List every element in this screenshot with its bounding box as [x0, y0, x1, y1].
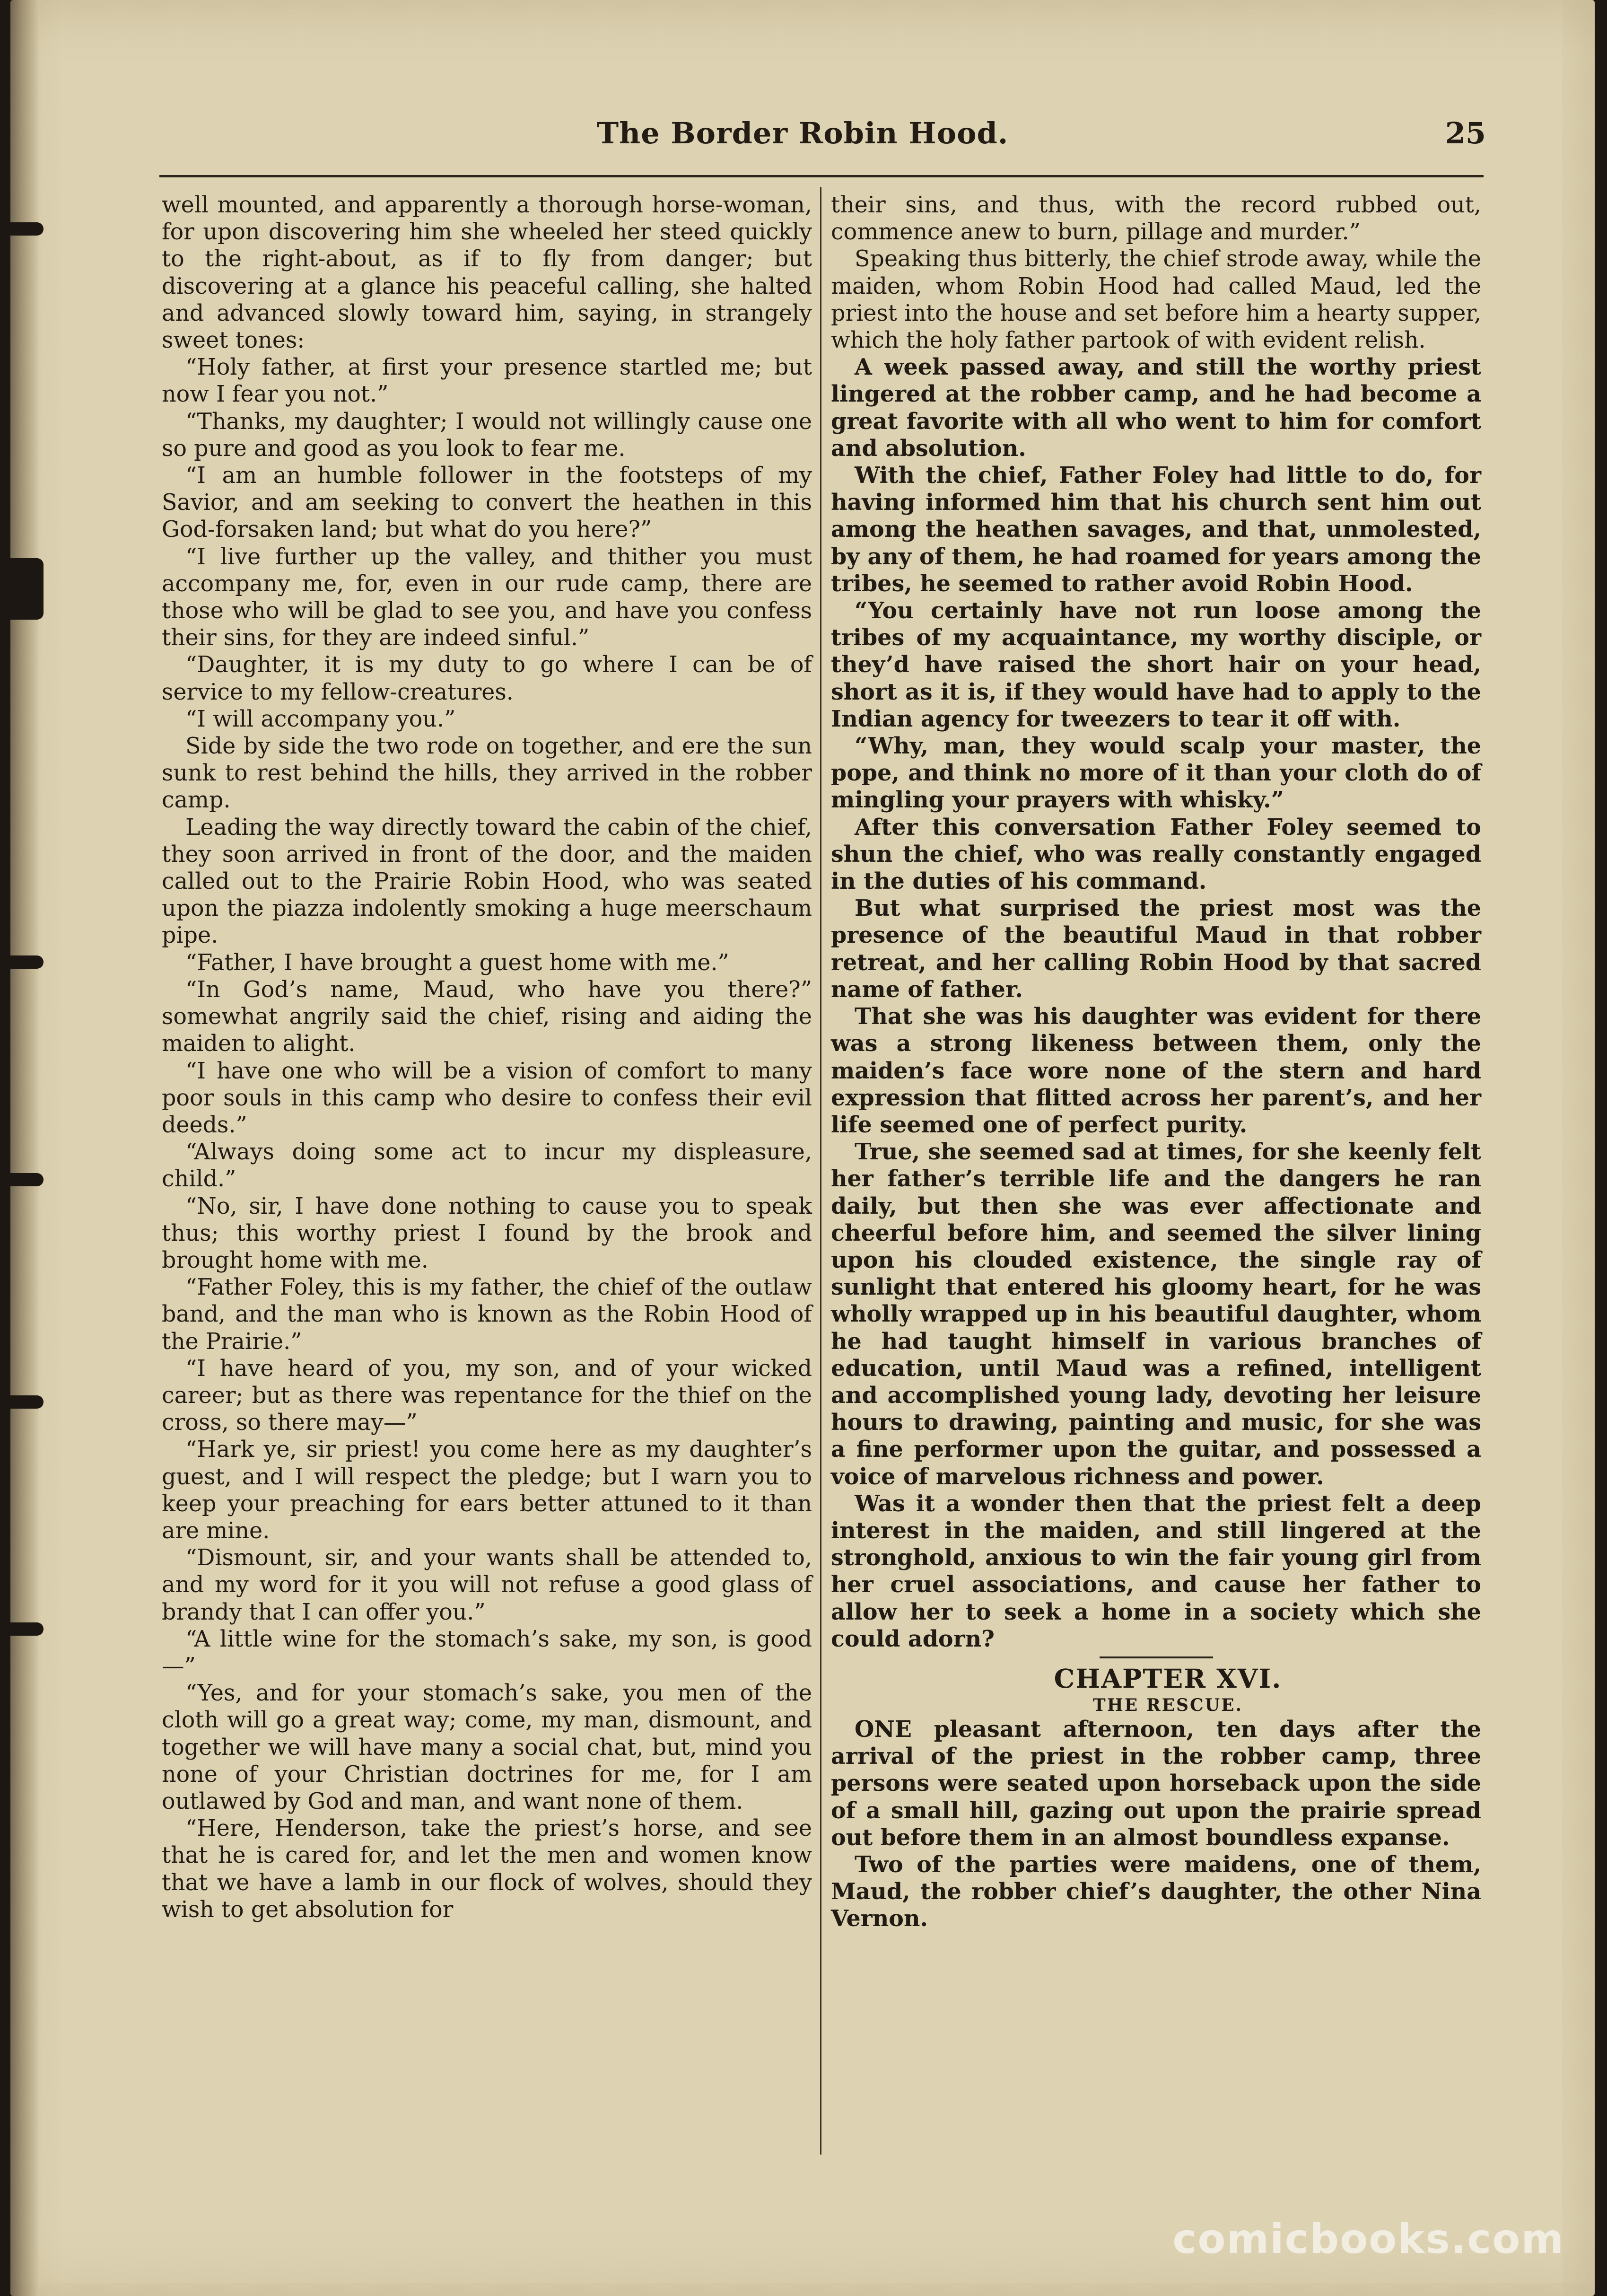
running-title: The Border Robin Hood.	[597, 116, 1009, 150]
paragraph: A week passed away, and still the worthy priest lingered at the robber camp, and he had become a great favorite with all who went to him for comfort and absolution.	[831, 354, 1481, 462]
paragraph: “Yes, and for your stomach’s sake, you men of the cloth will go a great way; come, my man, dismount, and together we will have many a social chat, but, mind you none of your Christian doctrines for me, for I am outlawed by God and man, and want none of them.	[162, 1680, 812, 1814]
paragraph: “Hark ye, sir priest! you come here as my daughter’s guest, and I will respect the pledge; but I warn you to keep your preaching for ears better attuned to it than are mine.	[162, 1437, 812, 1544]
paragraph: “Father Foley, this is my father, the chief of the outlaw band, and the man who is known as the Robin Hood of the Prairie.”	[162, 1274, 812, 1355]
paragraph: Side by side the two rode on together, and ere the sun sunk to rest behind the hills, they arrived in the robber camp.	[162, 733, 812, 814]
site-watermark: comicbooks.com	[1172, 2216, 1564, 2263]
binding-hole	[10, 1622, 44, 1636]
chapter-title: CHAPTER XVI.	[1054, 1663, 1282, 1694]
paragraph: “A little wine for the stomach’s sake, my son, is good—”	[162, 1626, 812, 1679]
paragraph: But what surprised the priest most was the presence of the beautiful Maud in that robber retreat, and her calling Robin Hood by that sacred name of father.	[831, 895, 1481, 1003]
paragraph: “No, sir, I have done nothing to cause you to speak thus; this worthy priest I found by the brook and brought home with me.	[162, 1193, 812, 1273]
paragraph: With the chief, Father Foley had little to do, for having informed him that his church sent him out among the heathen savages, and that, unmolested, by any of them, he had roamed for years among the tribes, he seemed to rather avoid Robin Hood.	[831, 462, 1481, 597]
paragraph: “Dismount, sir, and your wants shall be attended to, and my word for it you will not refuse a good glass of brandy that I can offer you.”	[162, 1545, 812, 1625]
page-number: 25	[1445, 116, 1486, 150]
paragraph: “I have heard of you, my son, and of your wicked career; but as there was repentance for the thief on the cross, so there may—”	[162, 1355, 812, 1436]
paragraph: “I have one who will be a vision of comfort to many poor souls in this camp who desire to confess their evil deeds.”	[162, 1058, 812, 1138]
paragraph: “In God’s name, Maud, who have you there?” somewhat angrily said the chief, rising and aiding the maiden to alight.	[162, 976, 812, 1057]
paragraph: “Here, Henderson, take the priest’s horse, and see that he is cared for, and let the men and women know that we have a lamb in our flock of wolves, should they wish to get absolution for	[162, 1815, 812, 1923]
paragraph: their sins, and thus, with the record rubbed out, commence anew to burn, pillage and murder.”	[831, 192, 1481, 245]
book-page	[10, 0, 1595, 2296]
chapter-subtitle: THE RESCUE.	[1092, 1695, 1243, 1715]
paragraph: “Holy father, at first your presence startled me; but now I fear you not.”	[162, 354, 812, 408]
paragraph: True, she seemed sad at times, for she keenly felt her father’s terrible life and the dangers he ran daily, but then she was ever affectionate and cheerful before him, and seemed the silver lining upon his clouded existence, the single ray of sunlight that entered his gloomy heart, for he was wholly wrapped up in his beautiful daughter, whom he had taught himself in various branches of education, until Maud was a refined, intelligent and accomplished young lady, devoting her leisure hours to drawing, painting and music, for she was a fine performer upon the guitar, and possessed a voice of marvelous richness and power.	[831, 1139, 1481, 1490]
paragraph: “I am an humble follower in the footsteps of my Savior, and am seeking to convert the heathen in this God-forsaken land; but what do you here?”	[162, 463, 812, 543]
header-rule	[159, 175, 1484, 177]
paragraph: Speaking thus bitterly, the chief strode away, while the maiden, whom Robin Hood had called Maud, led the priest into the house and set before him a hearty supper, which the holy father partook of with evident relish.	[831, 246, 1481, 354]
paragraph: Leading the way directly toward the cabin of the chief, they soon arrived in front of the door, and the maiden called out to the Prairie Robin Hood, who was seated upon the piazza indolently smoking a huge meerschaum pipe.	[162, 814, 812, 949]
paragraph: “You certainly have not run loose among the tribes of my acquaintance, my worthy disciple, or they’d have raised the short hair on your head, short as it is, if they would have had to apply to the Indian agency for tweezers to tear it off with.	[831, 597, 1481, 732]
binding-tear	[10, 558, 44, 620]
paragraph: “Why, man, they would scalp your master, the pope, and think no more of it than your cloth do of mingling your prayers with whisky.”	[831, 733, 1481, 814]
chapter-rule	[1100, 1656, 1213, 1658]
paragraph: That she was his daughter was evident for there was a strong likeness between them, only the maiden’s face wore none of the stern and hard expression that flitted across her parent’s, and her life seemed one of perfect purity.	[831, 1003, 1481, 1138]
paragraph: Two of the parties were maidens, one of them, Maud, the robber chief’s daughter, the other Nina Vernon.	[831, 1851, 1481, 1932]
paragraph: ONE pleasant afternoon, ten days after the arrival of the priest in the robber camp, three persons were seated upon horseback upon the side of a small hill, gazing out upon the prairie spread out before them in an almost boundless expanse.	[831, 1716, 1481, 1851]
page-binding-edge	[10, 0, 39, 2296]
binding-hole	[10, 222, 44, 236]
text-column-left	[162, 192, 812, 1923]
binding-hole	[10, 1395, 44, 1409]
column-divider	[820, 187, 821, 2155]
running-header	[152, 116, 1486, 158]
paragraph: “I will accompany you.”	[185, 706, 456, 732]
paragraph: After this conversation Father Foley seemed to shun the chief, who was really constantly engaged in the duties of his command.	[831, 814, 1481, 895]
paragraph: “Father, I have brought a guest home with me.”	[185, 949, 729, 976]
paragraph: “Thanks, my daughter; I would not willingly cause one so pure and good as you look to fear me.	[162, 408, 812, 462]
paragraph: “Daughter, it is my duty to go where I can be of service to my fellow-creatures.	[162, 652, 812, 705]
binding-hole	[10, 1173, 44, 1186]
paragraph: “I live further up the valley, and thither you must accompany me, for, even in our rude camp, there are those who will be glad to see you, and have you confess their sins, for they are indeed sinful.”	[162, 543, 812, 651]
text-column-right	[831, 192, 1481, 1933]
paragraph: “Always doing some act to incur my displeasure, child.”	[162, 1139, 812, 1192]
binding-hole	[10, 955, 44, 969]
paragraph: well mounted, and apparently a thorough horse-woman, for upon discovering him she wheeled her steed quickly to the right-about, as if to fly from danger; but discovering at a glance his peaceful calling, she halted and advanced slowly toward him, saying, in strangely sweet tones:	[162, 192, 812, 354]
paragraph: Was it a wonder then that the priest felt a deep interest in the maiden, and still lingered at the stronghold, anxious to win the fair young girl from her cruel associations, and cause her father to allow her to seek a home in a society which she could adorn?	[831, 1490, 1481, 1652]
